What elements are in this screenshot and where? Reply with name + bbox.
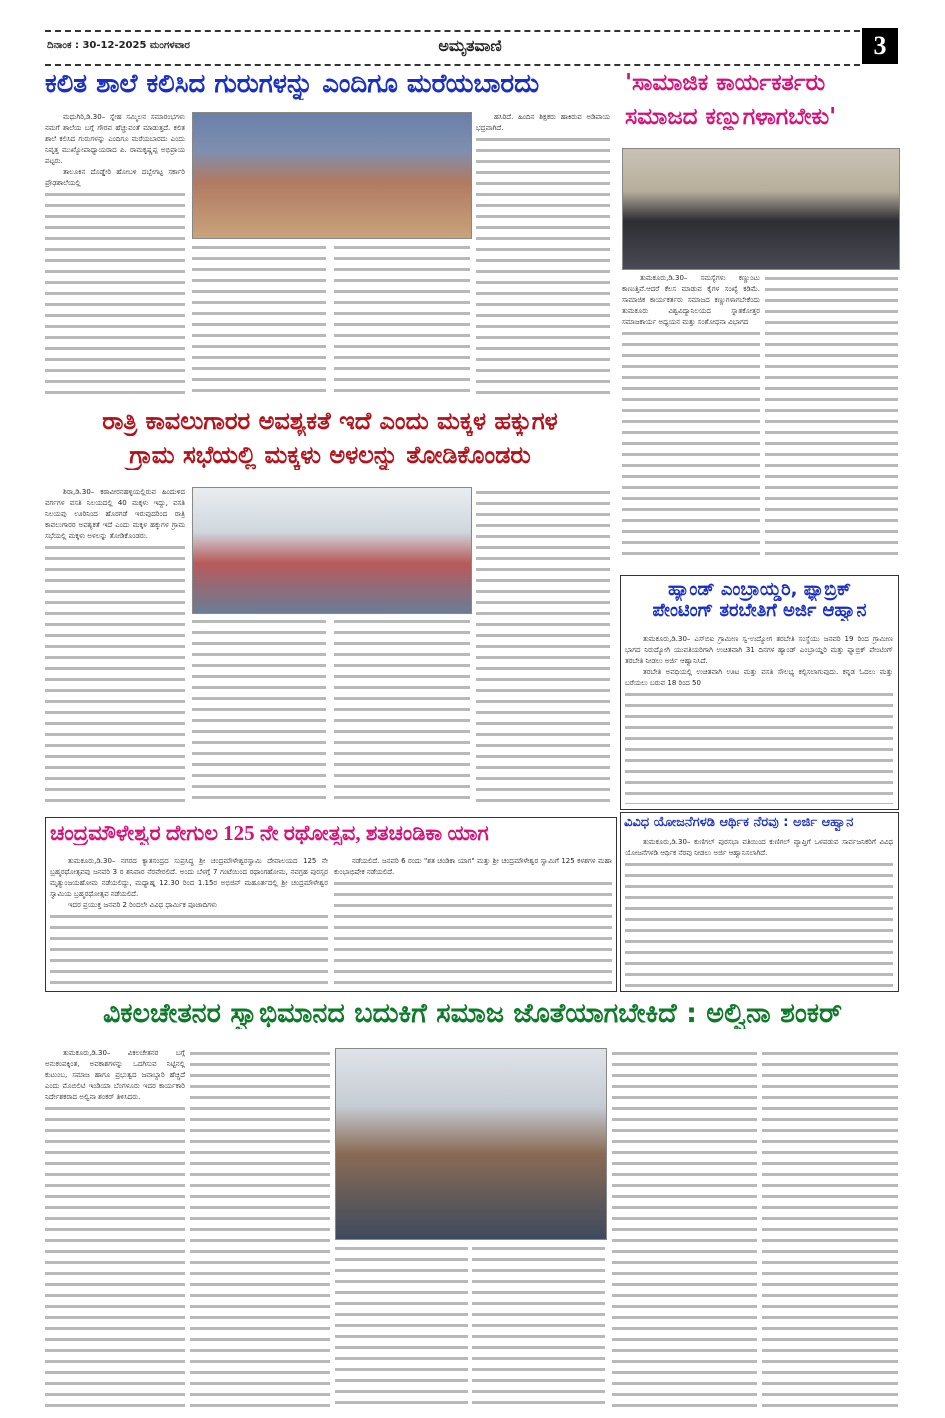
headline-social-2: ಸಮಾಜದ ಕಣ್ಣುಗಳಾಗಬೇಕು': [625, 104, 837, 130]
page-number: 3: [862, 28, 898, 64]
headline-embroidery-1: ಹ್ಯಾಂಡ್ ಎಂಬ್ರಾಯ್ಡರಿ, ಫ್ಯಾಬ್ರಿಕ್: [668, 580, 851, 600]
photo-disabled-event: [335, 1048, 607, 1240]
header-rule: [45, 64, 860, 66]
article-school-col1: ಮಧುಗಿರಿ,ಡಿ.30– ಸ್ನೇಹ ಸಮ್ಮಿಲನ ಸಮಾರಂಭಗಳು ನಮಗೆ ಶಾಲೆಯ ಬಗ್ಗೆ ಗೌರವ ಹೆಚ್ಚುವಂತೆ ಮಾಡುತ್ತದೆ. ಕಲಿತ ಶಾಲೆ ಕಲಿಸಿದ ಗುರುಗಳನ್ನು ಎಂದಿಗೂ ಮರೆಯಬಾರದು ಎಂದು ನಿವೃತ್ತ ಮುಖ್ಯೋಪಾಧ್ಯಾಯರಾದ ಪಿ. ರಾಮಕೃಷ್ಣಪ್ಪ ಅಭಿಪ್ರಾಯ ಪಟ್ಟರು. ತಾಲೂಕಿನ ದೊಡ್ಡೇರಿ ಹೋಬಳಿ ದಬ್ಬೇಗಟ್ಟ ಸರ್ಕಾರಿ ಪ್ರೌಢಶಾಲೆಯಲ್ಲಿ: [45, 112, 185, 397]
headline-disabled: ವಿಕಲಚೇತನರ ಸ್ವಾಭಿಮಾನದ ಬದುಕಿಗೆ ಸಮಾಜ ಜೊತೆಯಾಗಬೇಕಿದೆ : ಅಲ್ವಿನಾ ಶಂಕರ್: [102, 998, 843, 1029]
box-embroidery: [620, 575, 899, 810]
article-school-col4: ಹಸಿರಿದೆ. ಹಿಂದಿನ ಶಿಕ್ಷಕರು ಹಾಕಿರುವ ಅಡಿಪಾಯ ಭದ್ರವಾಗಿದೆ.: [476, 112, 610, 397]
headline-children-2: ಗ್ರಾಮ ಸಭೆಯಲ್ಲಿ ಮಕ್ಕಳು ಅಳಲನ್ನು ತೋಡಿಕೊಂಡರು: [129, 442, 531, 469]
photo-school-reunion: [192, 112, 472, 239]
article-children-col1: ಶಿರಾ,ಡಿ.30– ಕಠಾವೀರನಹಳ್ಳಿಯಲ್ಲಿರುವ ಹಿಂದುಳಿದ ವರ್ಗಗಳ ವಸತಿ ನಿಲಯದಲ್ಲಿ 40 ಮಕ್ಕಳು ಇದ್ದು, ವಸತಿ ನಿಲಯವು ಊರಿನಿಂದ ಹೊರಗಡೆ ಇರುವುದರಿಂದ ರಾತ್ರಿ ಕಾವಲುಗಾರರ ಅವಶ್ಯಕತೆ ಇದೆ ಎಂದು ಮಕ್ಕಳ ಹಕ್ಕುಗಳ ಗ್ರಾಮ ಸಭೆಯಲ್ಲಿ ಮಕ್ಕಳು ಅಳಲನ್ನು ತೋಡಿಕೊಂಡರು.: [45, 487, 185, 807]
box-temple: [45, 817, 617, 992]
article-temple-col2: ನಡೆಯಲಿದೆ. ಜನವರಿ 6 ರಂದು "ಶತ ಚಂಡಿಕಾ ಯಾಗ" ಮತ್ತು ಶ್ರೀ ಚಂದ್ರಮೌಳೇಶ್ವರ ಸ್ವಾಮಿಗೆ 125 ಕಳಶಗಳ ಮಹಾ ಕುಂಭಾಭಿಷೇಕ ನಡೆಯಲಿದೆ.: [334, 856, 612, 988]
article-social-col1: ತುಮಕೂರು,ಡಿ.30– ಸಮಸ್ಯೆಗಳು ಕಣ್ಣುಂಟು ಕಾಣುತ್ತಿವೆ.ಆದರೆ ಕೆಲಸ ಮಾಡುವ ಕೈಗಳ ಸಂಖ್ಯೆ ಕಡಿಮೆ. ಸಾಮಾಜಿಕ ಕಾರ್ಯಕರ್ತರು ಸಮಾಜದ ಕಣ್ಣುಗಳಾಗಬೇಕೆಂದು ತುಮಕೂರು ವಿಶ್ವವಿದ್ಯಾನಿಲಯದ ಸ್ನಾತಕೋತ್ತರ ಸಮಾಜಕಾರ್ಯ ಅಧ್ಯಯನ ಮತ್ತು ಸಂಶೋಧನಾ ವಿಭಾಗದ: [622, 273, 760, 563]
article-school-col3: [334, 242, 470, 397]
article-children-col3: [334, 616, 470, 806]
masthead: ಅಮೃತವಾಣಿ: [438, 36, 502, 55]
article-disabled-col3: [335, 1243, 468, 1410]
headline-temple: ಚಂದ್ರಮೌಳೇಶ್ವರ ದೇಗುಲ 125 ನೇ ರಥೋತ್ಸವ, ಶತಚಂಡಿಕಾ ಯಾಗ: [50, 821, 489, 845]
headline-social-1: 'ಸಾಮಾಜಿಕ ಕಾರ್ಯಕರ್ತರು: [625, 70, 826, 96]
article-school-col2: [192, 242, 326, 397]
article-aid-body: ತುಮಕೂರು,ಡಿ.30– ಕುಣಿಗಲ್ ಪುರಸಭಾ ವತಿಯಿಂದ ಕುಣಿಗಲ್ ವ್ಯಾಪ್ತಿಗೆ ಒಳಪಡುವ ಸಾರ್ವಜನಿಕರಿಗೆ ವಿವಿಧ ಯೋಜನೆಗಳಡಿ ಆರ್ಥಿಕ ನೆರವು ನೀಡಲು ಅರ್ಜಿ ಆಹ್ವಾನಿಸಲಾಗಿದೆ.: [625, 837, 893, 987]
box-aid: [620, 812, 899, 992]
article-embroidery-body: ತುಮಕೂರು,ಡಿ.30– ಎಸ್‌ಬಿಐ ಗ್ರಾಮೀಣ ಸ್ವ-ಉದ್ಯೋಗ ತರಬೇತಿ ಸಂಸ್ಥೆಯು ಜನವರಿ 19 ರಿಂದ ಗ್ರಾಮೀಣ ಭಾಗದ ನಿರುದ್ಯೋಗಿ ಯುವತಿಯರಿಗಾಗಿ ಉಚಿತವಾಗಿ 31 ದಿನಗಳ ಹ್ಯಾಂಡ್ ಎಂಬ್ರಾಯ್ಡರಿ ಮತ್ತು ಫ್ಯಾಬ್ರಿಕ್ ಪೇಂಟಿಂಗ್ ತರಬೇತಿ ನೀಡಲು ಅರ್ಜಿ ಆಹ್ವಾನಿಸಿದೆ. ತರಬೇತಿ ಅವಧಿಯಲ್ಲಿ ಉಚಿತವಾಗಿ ಊಟ ಮತ್ತು ವಸತಿ ಸೌಲಭ್ಯ ಕಲ್ಪಿಸಲಾಗುವುದು. ಕನ್ನಡ ಓದಲು ಮತ್ತು ಬರೆಯಲು ಬರುವ 18 ರಿಂದ 50: [625, 634, 893, 804]
article-children-col2: [192, 616, 326, 806]
article-disabled-col1: ತುಮಕೂರು,ಡಿ.30– ವಿಕಲಚೇತನರ ಬಗ್ಗೆ ಅನುಕಂಪಕ್ಕಿಂತ, ಅವಕಾಶಗಳನ್ನು ಒದಗಿಸುವ ನಿಟ್ಟಿನಲ್ಲಿ ಕುಟುಂಬ, ಸಮಾಜ ಹಾಗೂ ಪ್ರಭುತ್ವದ ಜವಾಬ್ದಾರಿ ಹೆಚ್ಚಿದೆ ಎಂದು ಮೊಬಿಲಿಟಿ ಇಂಡಿಯಾ ಬೆಂಗಳೂರು ಇದರ ಕಾರ್ಯಕಾರಿ ನಿರ್ದೇಶಕರಾದ ಅಲ್ವಿನಾ ಶಂಕರ್ ತಿಳಿಸಿದರು.: [45, 1048, 185, 1410]
headline-children-1: ರಾತ್ರಿ ಕಾವಲುಗಾರರ ಅವಶ್ಯಕತೆ ಇದೆ ಎಂದು ಮಕ್ಕಳ ಹಕ್ಕುಗಳ: [102, 408, 558, 435]
issue-date: ದಿನಾಂಕ : 30-12-2025 ಮಂಗಳವಾರ: [47, 40, 190, 51]
headline-aid: ವಿವಿಧ ಯೋಜನೆಗಳಡಿ ಆರ್ಥಿಕ ನೆರವು : ಅರ್ಜಿ ಆಹ್ವಾನ: [624, 816, 854, 830]
headline-embroidery-2: ಪೇಂಟಿಂಗ್ ತರಬೇತಿಗೆ ಅರ್ಜಿ ಆಹ್ವಾನ: [652, 600, 867, 621]
photo-social-workers: [622, 148, 900, 270]
photo-children-meeting: [192, 487, 472, 614]
article-social-col2: [765, 273, 898, 563]
article-disabled-col6: [762, 1048, 898, 1410]
article-children-col4: [476, 487, 610, 807]
top-rule: [45, 30, 860, 32]
headline-school: ಕಲಿತ ಶಾಲೆ ಕಲಿಸಿದ ಗುರುಗಳನ್ನು ಎಂದಿಗೂ ಮರೆಯಬಾರದು: [45, 70, 540, 99]
article-temple-col1: ತುಮಕೂರು,ಡಿ.30– ನಗರದ ಕ್ಯಾತಸಂದ್ರದ ಸುಪ್ರಸಿದ್ಧ ಶ್ರೀ ಚಂದ್ರಮೌಳೇಶ್ವರಸ್ವಾಮಿ ದೇವಾಲಯದ 125 ನೇ ಬ್ರಹ್ಮರಥೋತ್ಸವವು ಜನವರಿ 3 ರ ಶನಿವಾರ ನೆರವೇರಲಿದೆ. ಅಂದು ಬೆಳಗ್ಗೆ 7 ಗಂಟೆಯಿಂದ ರಥಾಂಗಹೋಮ, ನವಗ್ರಹ ಪುರಸ್ಸರ ಮೃತ್ಯುಂಜಯಹೋಮ ನಡೆಯಲಿದ್ದು, ಮಧ್ಯಾಹ್ನ 12.30 ರಿಂದ 1.15ರ ಅಭಿಜಿನ್ ಮಹೂರ್ತದಲ್ಲಿ ಶ್ರೀ ಚಂದ್ರಮೌಳೇಶ್ವರ ಸ್ವಾಮಿಯ ಬ್ರಹ್ಮರಥೋತ್ಸವ ನಡೆಯಲಿದೆ. ಇದರ ಪ್ರಯುಕ್ತ ಜನವರಿ 2 ರಿಂದಲೇ ವಿವಿಧ ಧಾರ್ಮಿಕ ಪೂಜಾದಿಗಳು: [50, 856, 328, 988]
article-disabled-col5: [612, 1048, 757, 1410]
article-disabled-col4: [472, 1243, 605, 1410]
article-disabled-col2: [190, 1048, 330, 1410]
